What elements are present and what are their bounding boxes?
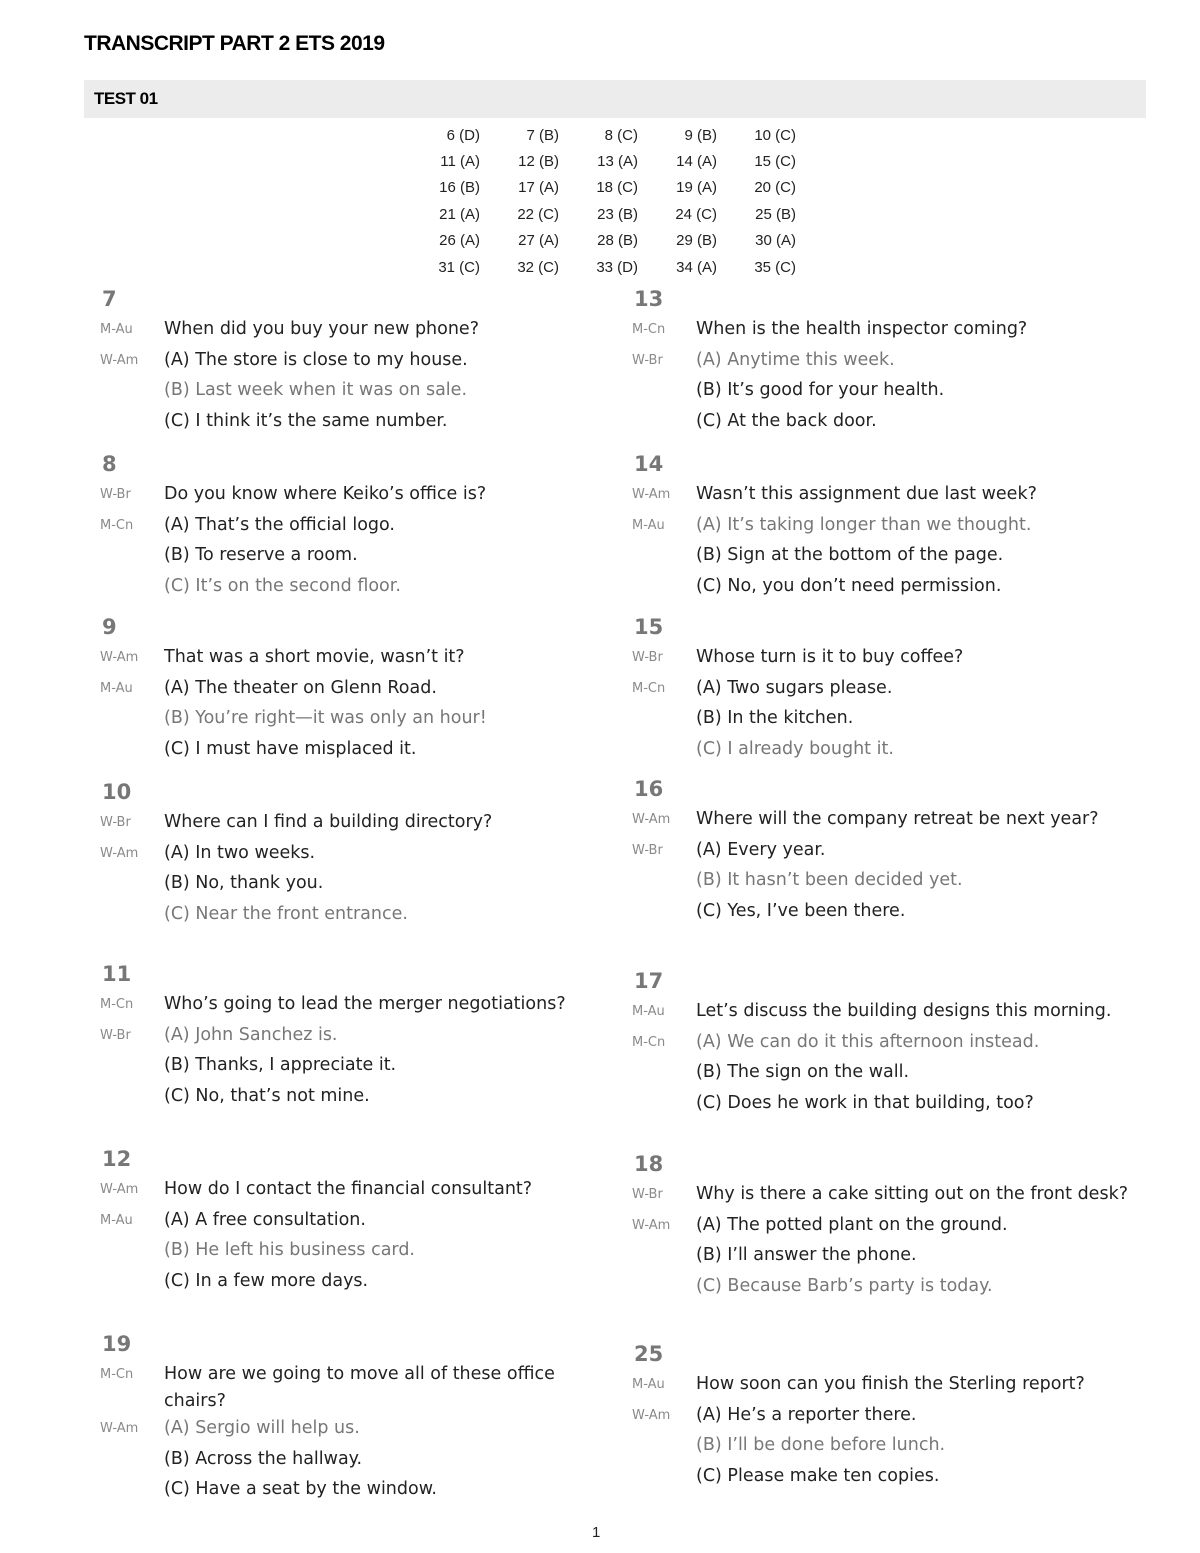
question-number: 12 bbox=[102, 1147, 132, 1171]
answer-option bbox=[96, 512, 616, 543]
speaker-label bbox=[96, 736, 164, 742]
transcript-text: When did you buy your new phone? bbox=[164, 319, 479, 339]
transcript-text: (B) It’s good for your health. bbox=[696, 380, 945, 400]
answer-key-cell: 11 (A) bbox=[440, 153, 480, 171]
transcript-text: When is the health inspector coming? bbox=[696, 319, 1028, 339]
speaker-label bbox=[96, 870, 164, 876]
question-number: 17 bbox=[634, 969, 664, 993]
speaker-label bbox=[628, 1273, 696, 1279]
answer-key-cell: 10 (C) bbox=[754, 126, 796, 144]
speaker-label: M-Au bbox=[100, 322, 133, 337]
speaker-label bbox=[628, 408, 696, 414]
speaker-label: M-Au bbox=[100, 680, 133, 696]
answer-option bbox=[96, 542, 616, 573]
answer-key-cell: 15 (C) bbox=[754, 153, 796, 171]
speaker-label bbox=[628, 898, 696, 904]
answer-key-cell: 17 (A) bbox=[518, 179, 559, 197]
answer-option bbox=[96, 1476, 616, 1507]
answer-key-cell: 34 (A) bbox=[676, 258, 717, 276]
answer-option bbox=[96, 901, 616, 932]
answer-option bbox=[628, 867, 1148, 898]
question-number: 14 bbox=[634, 452, 664, 476]
speaker-label bbox=[96, 901, 164, 907]
transcript-text: (A) Two sugars please. bbox=[696, 677, 893, 698]
transcript-text: (A) Anytime this week. bbox=[696, 349, 895, 370]
question-block bbox=[96, 775, 616, 931]
speaker-label bbox=[628, 1059, 696, 1065]
speaker-label bbox=[96, 1083, 164, 1089]
answer-option bbox=[96, 840, 616, 871]
speaker-label bbox=[96, 1268, 164, 1274]
speaker-label: M-Au bbox=[632, 517, 665, 533]
answer-option bbox=[96, 870, 616, 901]
speaker-label bbox=[628, 705, 696, 711]
answer-key-cell: 33 (D) bbox=[596, 258, 638, 276]
question-block bbox=[96, 957, 616, 1113]
question-number: 16 bbox=[634, 777, 664, 801]
transcript-text: (C) Near the front entrance. bbox=[164, 903, 408, 924]
question-number: 11 bbox=[102, 962, 132, 986]
transcript-text: (A) John Sanchez is. bbox=[164, 1024, 338, 1045]
speaker-label: M-Cn bbox=[632, 1034, 666, 1050]
answer-option bbox=[96, 1207, 616, 1238]
speaker-label: M-Cn bbox=[100, 997, 134, 1012]
transcript-text: (A) He’s a reporter there. bbox=[696, 1404, 917, 1425]
speaker-label: W-Am bbox=[632, 812, 671, 827]
speaker-label: W-Am bbox=[100, 1182, 139, 1197]
transcript-text: Do you know where Keiko’s office is? bbox=[164, 484, 487, 504]
question-block bbox=[628, 772, 1148, 928]
speaker-label: W-Br bbox=[632, 352, 663, 368]
speaker-label: W-Am bbox=[100, 650, 139, 665]
answer-option bbox=[628, 898, 1148, 929]
answer-option bbox=[628, 1212, 1148, 1243]
answer-option bbox=[628, 736, 1148, 767]
transcript-text: (B) No, thank you. bbox=[164, 873, 324, 893]
speaker-label: W-Am bbox=[632, 1217, 671, 1233]
answer-key-cell: 16 (B) bbox=[439, 179, 480, 197]
answer-option bbox=[628, 1432, 1148, 1463]
question-number: 9 bbox=[102, 615, 117, 639]
transcript-text: (C) Does he work in that building, too? bbox=[696, 1092, 1034, 1113]
answer-option bbox=[628, 1402, 1148, 1433]
answer-key-cell: 7 (B) bbox=[526, 126, 559, 144]
answer-option bbox=[96, 573, 616, 604]
answer-option bbox=[96, 1022, 616, 1053]
transcript-text: Where can I find a building directory? bbox=[164, 812, 493, 832]
question-number: 19 bbox=[102, 1332, 132, 1356]
question-line bbox=[628, 644, 1148, 675]
speaker-label: W-Br bbox=[632, 650, 663, 665]
question-line bbox=[96, 809, 616, 840]
speaker-label: M-Cn bbox=[632, 680, 666, 696]
answer-key-cell: 28 (B) bbox=[597, 232, 638, 250]
transcript-text: (C) I already bought it. bbox=[696, 738, 894, 759]
question-block bbox=[628, 964, 1148, 1120]
answer-option bbox=[628, 1463, 1148, 1494]
transcript-text: (B) He left his business card. bbox=[164, 1240, 415, 1260]
answer-option bbox=[628, 705, 1148, 736]
question-line bbox=[628, 481, 1148, 512]
transcript-text: Let’s discuss the building designs this morning. bbox=[696, 1001, 1112, 1021]
answer-option bbox=[628, 573, 1148, 604]
answer-option bbox=[96, 1052, 616, 1083]
answer-key-cell: 30 (A) bbox=[755, 232, 796, 250]
answer-option bbox=[96, 1083, 616, 1114]
transcript-text: (C) Have a seat by the window. bbox=[164, 1479, 437, 1499]
speaker-label: W-Br bbox=[100, 1027, 131, 1043]
transcript-text: (A) The store is close to my house. bbox=[164, 349, 468, 370]
answer-option bbox=[628, 1242, 1148, 1273]
speaker-label: W-Br bbox=[632, 1187, 663, 1202]
speaker-label: W-Br bbox=[632, 842, 663, 858]
transcript-text: (B) I’ll be done before lunch. bbox=[696, 1435, 946, 1455]
answer-option bbox=[96, 1237, 616, 1268]
speaker-label bbox=[96, 377, 164, 383]
answer-key-cell: 12 (B) bbox=[518, 153, 559, 171]
answer-key-cell: 29 (B) bbox=[676, 232, 717, 250]
transcript-text: (B) Last week when it was on sale. bbox=[164, 380, 468, 400]
transcript-text: Whose turn is it to buy coffee? bbox=[696, 647, 964, 667]
question-number: 13 bbox=[634, 287, 664, 311]
answer-option bbox=[628, 1273, 1148, 1304]
question-block bbox=[96, 1142, 616, 1298]
answer-key-cell: 31 (C) bbox=[438, 258, 480, 276]
transcript-text: (A) Every year. bbox=[696, 839, 826, 860]
transcript-text: Wasn’t this assignment due last week? bbox=[696, 484, 1037, 504]
speaker-label bbox=[628, 542, 696, 548]
page-number: 1 bbox=[592, 1524, 601, 1541]
answer-option bbox=[628, 377, 1148, 408]
question-block bbox=[628, 282, 1148, 438]
answer-key-row bbox=[420, 254, 820, 280]
question-line bbox=[96, 481, 616, 512]
transcript-text: (B) It hasn’t been decided yet. bbox=[696, 870, 963, 890]
transcript-text: (A) The potted plant on the ground. bbox=[696, 1214, 1008, 1235]
question-line bbox=[628, 998, 1148, 1029]
speaker-label: W-Am bbox=[100, 1421, 139, 1436]
speaker-label bbox=[96, 1446, 164, 1452]
question-line bbox=[96, 1361, 616, 1415]
answer-option bbox=[628, 1029, 1148, 1060]
transcript-text: (B) You’re right—it was only an hour! bbox=[164, 708, 487, 728]
answer-option bbox=[628, 512, 1148, 543]
speaker-label bbox=[628, 736, 696, 742]
transcript-text: (C) I must have misplaced it. bbox=[164, 738, 417, 759]
question-block bbox=[96, 1327, 616, 1507]
answer-key-cell: 13 (A) bbox=[597, 153, 638, 171]
answer-option bbox=[96, 736, 616, 767]
speaker-label bbox=[628, 867, 696, 873]
answer-option bbox=[96, 1268, 616, 1299]
question-number: 7 bbox=[102, 287, 117, 311]
transcript-text: (C) I think it’s the same number. bbox=[164, 410, 448, 431]
answer-key-cell: 24 (C) bbox=[675, 205, 717, 223]
document-title: TRANSCRIPT PART 2 ETS 2019 bbox=[84, 32, 385, 55]
question-number: 8 bbox=[102, 452, 117, 476]
answer-option bbox=[628, 347, 1148, 378]
speaker-label: M-Au bbox=[632, 1004, 665, 1019]
speaker-label: M-Au bbox=[632, 1377, 665, 1392]
answer-key-row bbox=[420, 148, 820, 174]
transcript-text: How are we going to move all of these office chairs? bbox=[164, 1364, 555, 1411]
answer-key-row bbox=[420, 201, 820, 227]
question-block bbox=[628, 1147, 1148, 1303]
speaker-label bbox=[96, 573, 164, 579]
speaker-label bbox=[96, 1476, 164, 1482]
question-line bbox=[96, 991, 616, 1022]
answer-option bbox=[628, 542, 1148, 573]
question-block bbox=[96, 610, 616, 766]
answer-option bbox=[96, 675, 616, 706]
question-line bbox=[628, 1371, 1148, 1402]
answer-key-cell: 23 (B) bbox=[597, 205, 638, 223]
speaker-label: W-Am bbox=[100, 845, 139, 861]
question-block bbox=[628, 610, 1148, 766]
question-line bbox=[96, 644, 616, 675]
question-line bbox=[628, 806, 1148, 837]
answer-key-cell: 27 (A) bbox=[518, 232, 559, 250]
answer-option bbox=[628, 1090, 1148, 1121]
transcript-text: How soon can you finish the Sterling report? bbox=[696, 1374, 1085, 1394]
transcript-text: (A) The theater on Glenn Road. bbox=[164, 677, 437, 698]
transcript-text: (B) Across the hallway. bbox=[164, 1448, 363, 1469]
transcript-text: That was a short movie, wasn’t it? bbox=[164, 647, 465, 667]
answer-key-cell: 32 (C) bbox=[517, 258, 559, 276]
transcript-text: (A) It’s taking longer than we thought. bbox=[696, 514, 1032, 535]
speaker-label bbox=[96, 542, 164, 548]
answer-key-row bbox=[420, 228, 820, 254]
question-number: 25 bbox=[634, 1342, 664, 1366]
answer-option bbox=[628, 1059, 1148, 1090]
question-line bbox=[96, 316, 616, 347]
answer-option bbox=[628, 675, 1148, 706]
speaker-label: M-Au bbox=[100, 1212, 133, 1228]
answer-option bbox=[628, 408, 1148, 439]
test-label: TEST 01 bbox=[94, 89, 158, 108]
speaker-label: W-Br bbox=[100, 815, 131, 830]
answer-option bbox=[96, 408, 616, 439]
transcript-text: (C) No, that’s not mine. bbox=[164, 1085, 370, 1106]
transcript-text: (A) That’s the official logo. bbox=[164, 514, 395, 535]
answer-key-cell: 6 (D) bbox=[446, 126, 480, 144]
speaker-label bbox=[96, 705, 164, 711]
answer-key-cell: 18 (C) bbox=[596, 179, 638, 197]
transcript-text: (C) Please make ten copies. bbox=[696, 1465, 940, 1486]
transcript-text: (B) To reserve a room. bbox=[164, 545, 358, 565]
answer-key-row bbox=[420, 175, 820, 201]
answer-key-row bbox=[420, 122, 820, 148]
answer-key-cell: 22 (C) bbox=[517, 205, 559, 223]
speaker-label: W-Br bbox=[100, 487, 131, 502]
transcript-text: (B) The sign on the wall. bbox=[696, 1062, 910, 1082]
transcript-text: (A) In two weeks. bbox=[164, 842, 316, 863]
transcript-text: (C) Yes, I’ve been there. bbox=[696, 900, 906, 921]
question-number: 18 bbox=[634, 1152, 664, 1176]
transcript-text: (A) We can do it this afternoon instead. bbox=[696, 1031, 1040, 1052]
answer-key-table bbox=[420, 122, 820, 280]
speaker-label: M-Cn bbox=[100, 1367, 134, 1382]
speaker-label: W-Am bbox=[632, 1407, 671, 1423]
transcript-text: (B) Thanks, I appreciate it. bbox=[164, 1055, 397, 1075]
question-line bbox=[628, 316, 1148, 347]
answer-option bbox=[628, 837, 1148, 868]
transcript-text: (C) No, you don’t need permission. bbox=[696, 575, 1002, 596]
answer-option bbox=[96, 705, 616, 736]
speaker-label bbox=[628, 573, 696, 579]
answer-option bbox=[96, 347, 616, 378]
speaker-label bbox=[628, 1463, 696, 1469]
answer-option bbox=[96, 1415, 616, 1446]
speaker-label: M-Cn bbox=[632, 322, 666, 337]
answer-key-cell: 26 (A) bbox=[439, 232, 480, 250]
answer-key-cell: 9 (B) bbox=[684, 126, 717, 144]
answer-key-cell: 20 (C) bbox=[754, 179, 796, 197]
transcript-text: Who’s going to lead the merger negotiations? bbox=[164, 994, 566, 1014]
answer-key-cell: 25 (B) bbox=[755, 205, 796, 223]
speaker-label: W-Am bbox=[632, 487, 671, 502]
answer-key-cell: 19 (A) bbox=[676, 179, 717, 197]
transcript-text: (B) Sign at the bottom of the page. bbox=[696, 545, 1004, 565]
answer-option bbox=[96, 377, 616, 408]
transcript-text: Why is there a cake sitting out on the front desk? bbox=[696, 1184, 1128, 1204]
transcript-text: (A) Sergio will help us. bbox=[164, 1418, 360, 1438]
transcript-text: (C) At the back door. bbox=[696, 410, 877, 431]
speaker-label bbox=[628, 1432, 696, 1438]
transcript-text: (B) I’ll answer the phone. bbox=[696, 1245, 917, 1265]
question-block bbox=[628, 447, 1148, 603]
question-block bbox=[628, 1337, 1148, 1493]
answer-key-cell: 21 (A) bbox=[439, 205, 480, 223]
transcript-text: (C) It’s on the second floor. bbox=[164, 575, 401, 596]
test-header-bar bbox=[84, 80, 1146, 118]
question-number: 15 bbox=[634, 615, 664, 639]
transcript-text: How do I contact the financial consultant? bbox=[164, 1179, 533, 1199]
transcript-text: (C) In a few more days. bbox=[164, 1270, 369, 1291]
question-block bbox=[96, 447, 616, 603]
speaker-label bbox=[96, 1052, 164, 1058]
transcript-text: (C) Because Barb’s party is today. bbox=[696, 1275, 993, 1296]
answer-option bbox=[96, 1446, 616, 1477]
speaker-label bbox=[96, 408, 164, 414]
speaker-label bbox=[628, 377, 696, 383]
question-line bbox=[628, 1181, 1148, 1212]
answer-key-cell: 8 (C) bbox=[604, 126, 638, 144]
speaker-label bbox=[628, 1242, 696, 1248]
transcript-text: (B) In the kitchen. bbox=[696, 708, 854, 728]
answer-key-cell: 14 (A) bbox=[676, 153, 717, 171]
transcript-text: Where will the company retreat be next year? bbox=[696, 809, 1099, 829]
answer-key-cell: 35 (C) bbox=[754, 258, 796, 276]
question-block bbox=[96, 282, 616, 438]
speaker-label bbox=[96, 1237, 164, 1243]
speaker-label bbox=[628, 1090, 696, 1096]
question-line bbox=[96, 1176, 616, 1207]
speaker-label: M-Cn bbox=[100, 517, 134, 533]
transcript-text: (A) A free consultation. bbox=[164, 1209, 366, 1230]
question-number: 10 bbox=[102, 780, 132, 804]
speaker-label: W-Am bbox=[100, 352, 139, 368]
